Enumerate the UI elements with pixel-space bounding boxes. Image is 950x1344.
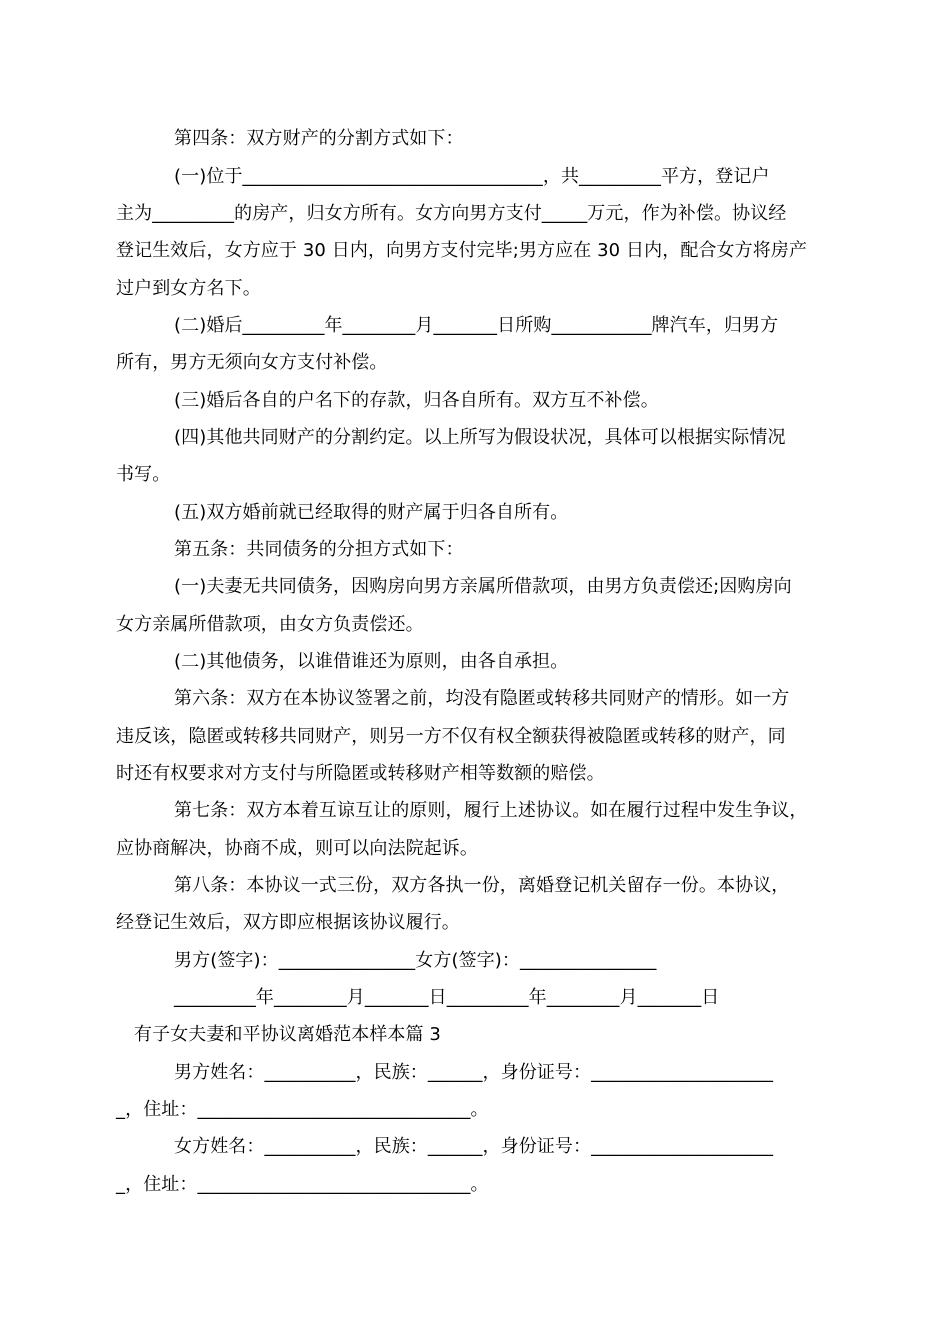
- male-info-line-1: 男方姓名：__________，民族：______，身份证号：____________________: [174, 1062, 774, 1083]
- article-7-line-1: 第七条：双方本着互谅互让的原则，履行上述协议。如在履行过程中发生争议，: [174, 800, 808, 821]
- clause-4-3: (三)婚后各自的户名下的存款，归各自所有。双方互不补偿。: [174, 390, 659, 411]
- clause-4-1-line-3: 登记生效后，女方应于 30 日内，向男方支付完毕;男方应在 30 日内，配合女方将房产: [116, 240, 808, 261]
- clause-4-2-line-1: (二)婚后_________年________月_______日所购___________牌汽车，归男方: [174, 315, 779, 336]
- clause-4-1-line-4: 过户到女方名下。: [116, 278, 261, 299]
- female-info-line-2: _，住址：______________________________。: [116, 1174, 489, 1195]
- signature-line: 男方(签字)：_______________女方(签字)：_______________: [174, 950, 657, 971]
- article-5-heading: 第五条：共同债务的分担方式如下：: [174, 539, 464, 560]
- female-info-line-1: 女方姓名：__________，民族：______，身份证号：____________________: [174, 1136, 774, 1157]
- clause-4-5: (五)双方婚前就已经取得的财产属于归各自所有。: [174, 502, 569, 523]
- section-title: 有子女夫妻和平协议离婚范本样本篇 3: [134, 1024, 441, 1045]
- clause-4-1-line-1: (一)位于_________________________________，共_________平方，登记户: [174, 166, 770, 187]
- clause-4-2-line-2: 所有，男方无须向女方支付补偿。: [116, 352, 388, 373]
- article-6-line-1: 第六条：双方在本协议签署之前，均没有隐匿或转移共同财产的情形。如一方: [174, 688, 790, 709]
- clause-4-1-line-2: 主为_________的房产，归女方所有。女方向男方支付_____万元，作为补偿。协议经: [116, 203, 787, 224]
- clause-5-2: (二)其他债务，以谁借谁还为原则，由各自承担。: [174, 651, 569, 672]
- clause-4-4-line-2: 书写。: [116, 464, 171, 485]
- clause-4-4-line-1: (四)其他共同财产的分割约定。以上所写为假设状况，具体可以根据实际情况: [174, 427, 786, 448]
- article-6-line-3: 时还有权要求对方支付与所隐匿或转移财产相等数额的赔偿。: [116, 763, 605, 784]
- article-6-line-2: 违反该，隐匿或转移共同财产，则另一方不仅有权全额获得被隐匿或转移的财产，同: [116, 726, 786, 747]
- article-4-heading: 第四条：双方财产的分割方式如下：: [174, 128, 464, 149]
- article-7-line-2: 应协商解决，协商不成，则可以向法院起诉。: [116, 838, 478, 859]
- date-line: _________年________月_______日_________年________月_______日: [174, 987, 720, 1008]
- article-8-line-1: 第八条：本协议一式三份，双方各执一份，离婚登记机关留存一份。本协议，: [174, 875, 790, 896]
- male-info-line-2: _，住址：______________________________。: [116, 1099, 489, 1120]
- article-8-line-2: 经登记生效后，双方即应根据该协议履行。: [116, 912, 460, 933]
- clause-5-1-line-2: 女方亲属所借款项，由女方负责偿还。: [116, 614, 424, 635]
- clause-5-1-line-1: (一)夫妻无共同债务，因购房向男方亲属所借款项，由男方负责偿还;因购房向: [174, 576, 792, 597]
